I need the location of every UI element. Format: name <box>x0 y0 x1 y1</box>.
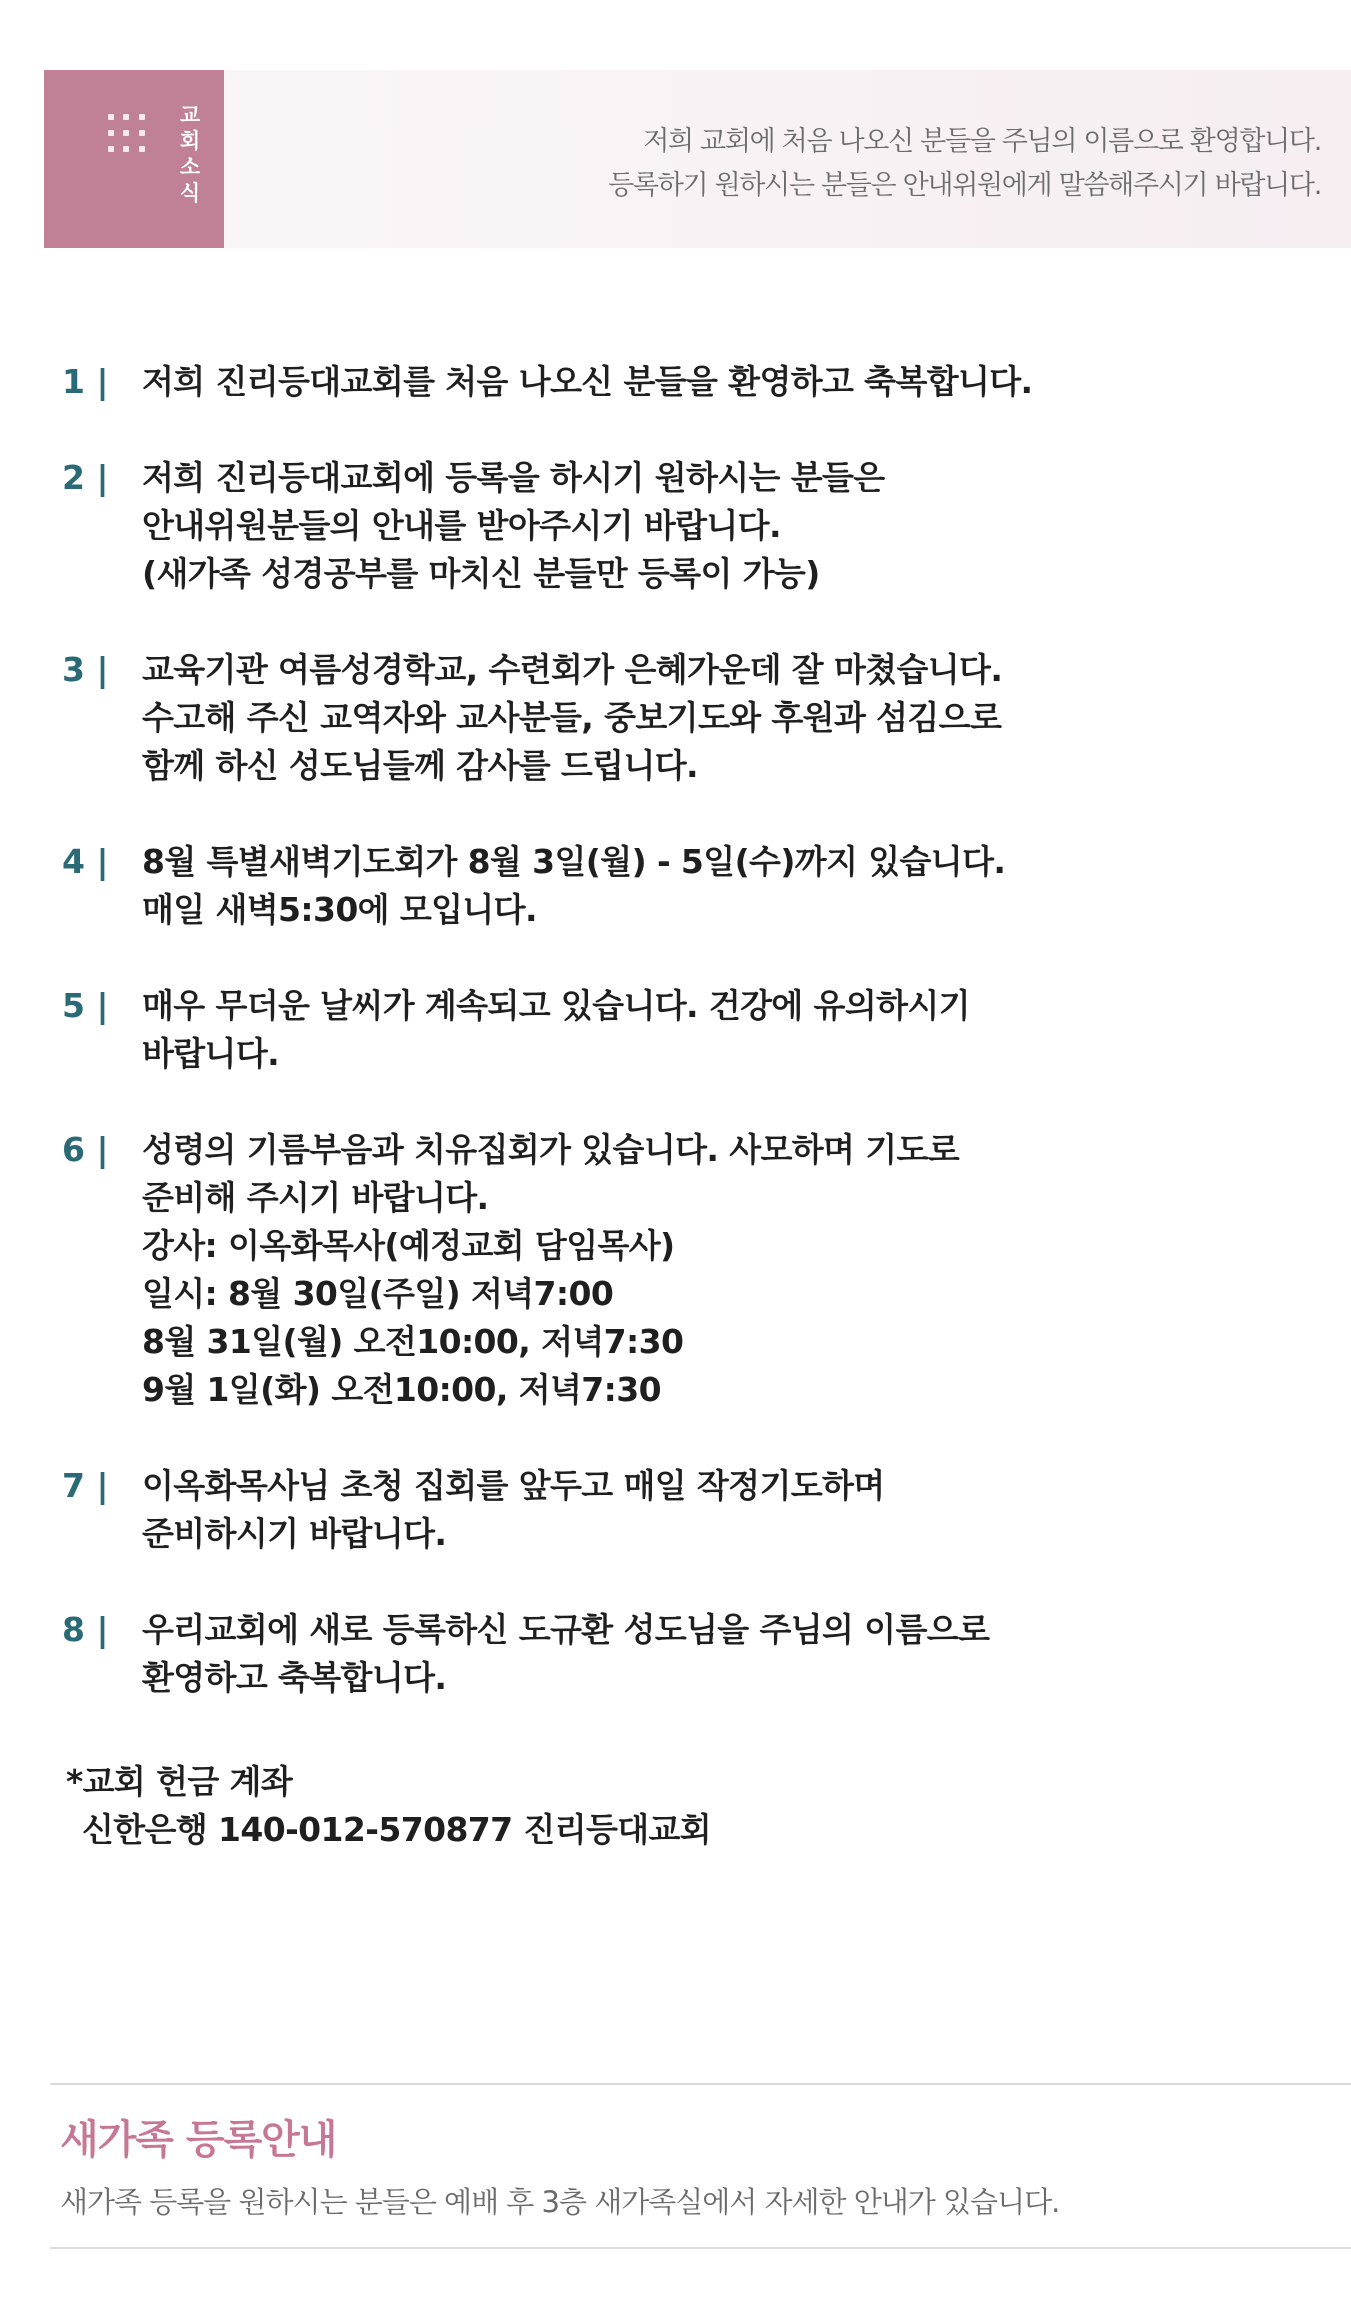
notice-line: 안내위원분들의 안내를 받아주시기 바랍니다. <box>142 506 781 545</box>
header-banner <box>44 70 1351 248</box>
notice-list <box>62 358 1292 1750</box>
notice-number: 3 | <box>62 650 109 689</box>
notice-line: 저희 진리등대교회를 처음 나오신 분들을 환영하고 축복합니다. <box>142 362 1033 401</box>
notice-number: 8 | <box>62 1610 109 1649</box>
notice-text <box>142 454 1292 598</box>
notice-line: 수고해 주신 교역자와 교사분들, 중보기도와 후원과 섬김으로 <box>142 698 1002 737</box>
notice-item <box>62 1126 1292 1414</box>
notice-line: 함께 하신 성도님들께 감사를 드립니다. <box>142 746 698 785</box>
notice-text <box>142 646 1292 790</box>
notice-line: (새가족 성경공부를 마치신 분들만 등록이 가능) <box>142 554 820 593</box>
notice-item <box>62 646 1292 790</box>
notice-text <box>142 838 1292 934</box>
welcome-line-2: 등록하기 원하시는 분들은 안내위원에게 말씀해주시기 바랍니다. <box>608 170 1321 201</box>
church-news-tab <box>44 70 224 248</box>
notice-text <box>142 1462 1292 1558</box>
notice-line: 매일 새벽5:30에 모입니다. <box>142 890 537 929</box>
info-divider-bottom <box>50 2247 1351 2249</box>
notice-line: 이옥화목사님 초청 집회를 앞두고 매일 작정기도하며 <box>142 1466 885 1505</box>
notice-item <box>62 358 1292 406</box>
notice-item <box>62 454 1292 598</box>
notice-line: 성령의 기름부음과 치유집회가 있습니다. 사모하며 기도로 <box>142 1130 960 1169</box>
notice-text <box>142 982 1292 1078</box>
notice-item <box>62 1462 1292 1558</box>
welcome-line-1: 저희 교회에 처음 나오신 분들을 주님의 이름으로 환영합니다. <box>643 126 1321 157</box>
notice-line: 교육기관 여름성경학교, 수련회가 은혜가운데 잘 마쳤습니다. <box>142 650 1003 689</box>
notice-item <box>62 1606 1292 1702</box>
tab-label: 교 회 소 식 <box>179 103 201 205</box>
account-label: *교회 헌금 계좌 <box>66 1762 293 1801</box>
new-family-title: 새가족 등록안내 <box>60 2117 337 2163</box>
notice-text <box>142 358 1292 406</box>
notice-number: 6 | <box>62 1130 109 1169</box>
notice-item <box>62 982 1292 1078</box>
info-divider-top <box>50 2083 1351 2085</box>
new-family-description: 새가족 등록을 원하시는 분들은 예배 후 3층 새가족실에서 자세한 안내가 있습니다. <box>60 2185 1060 2219</box>
notice-line: 매우 무더운 날씨가 계속되고 있습니다. 건강에 유의하시기 <box>142 986 970 1025</box>
notice-number: 4 | <box>62 842 109 881</box>
notice-line: 일시: 8월 30일(주일) 저녁7:00 <box>142 1274 614 1313</box>
notice-line: 8월 31일(월) 오전10:00, 저녁7:30 <box>142 1322 684 1361</box>
notice-line: 준비하시기 바랍니다. <box>142 1514 447 1553</box>
notice-line: 8월 특별새벽기도회가 8월 3일(월) - 5일(수)까지 있습니다. <box>142 842 1006 881</box>
account-detail: 신한은행 140-012-570877 진리등대교회 <box>82 1810 712 1849</box>
notice-number: 7 | <box>62 1466 109 1505</box>
notice-line: 9월 1일(화) 오전10:00, 저녁7:30 <box>142 1370 661 1409</box>
grid-dots-icon <box>108 114 150 158</box>
notice-line: 환영하고 축복합니다. <box>142 1658 447 1697</box>
offering-account <box>66 1758 711 1854</box>
notice-number: 2 | <box>62 458 109 497</box>
notice-number: 1 | <box>62 362 109 401</box>
notice-number: 5 | <box>62 986 109 1025</box>
notice-item <box>62 838 1292 934</box>
notice-text <box>142 1126 1292 1414</box>
notice-line: 저희 진리등대교회에 등록을 하시기 원하시는 분들은 <box>142 458 885 497</box>
notice-line: 우리교회에 새로 등록하신 도규환 성도님을 주님의 이름으로 <box>142 1610 990 1649</box>
welcome-message <box>321 120 1321 208</box>
notice-line: 준비해 주시기 바랍니다. <box>142 1178 489 1217</box>
notice-line: 강사: 이옥화목사(예정교회 담임목사) <box>142 1226 675 1265</box>
notice-text <box>142 1606 1292 1702</box>
notice-line: 바랍니다. <box>142 1034 280 1073</box>
